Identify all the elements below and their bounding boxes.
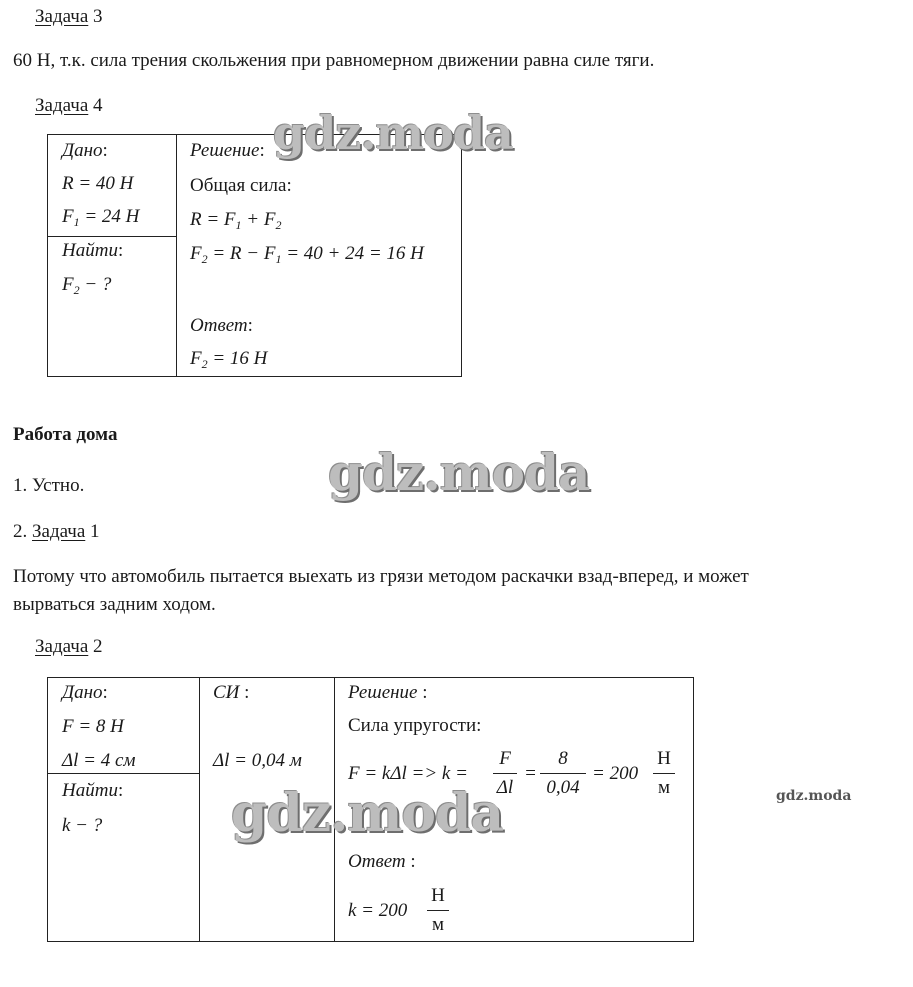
- task4-solution-line1: Общая сила:: [190, 175, 292, 196]
- task2-formula-equals: =: [524, 763, 537, 784]
- homework-item1: 1. Устно.: [13, 475, 85, 496]
- task4-solution-line3: $F_2 = R - F_1 = 40 + 24 = 16$ Н: [190, 243, 424, 266]
- task4-given-r: R = 40 Н: [62, 173, 134, 194]
- watermark-1: gdz.moda: [273, 106, 513, 160]
- task4-heading-num: 4: [93, 95, 103, 116]
- task4-find-f2: $F_2$ − ?: [62, 274, 112, 297]
- task3-answer-text: 60 Н, т.к. сила трения скольжения при равномерном движении равна силе тяги.: [13, 50, 655, 71]
- task4-heading: [35, 95, 103, 117]
- task2-heading-num: 2: [93, 636, 103, 657]
- task2-given-f: F = 8 Н: [62, 716, 124, 737]
- task2-si-dl: Δl = 0,04 м: [213, 750, 302, 771]
- task4-heading-word: Задача: [35, 95, 89, 116]
- task2-given-label: Дано:: [62, 682, 108, 703]
- task2-solution-label: Решение :: [348, 682, 428, 703]
- task4-given-divider: [47, 236, 177, 237]
- homework-title: Работа дома: [13, 424, 118, 445]
- homework-item2: 2. Задача 1: [13, 521, 100, 542]
- watermark-2: gdz.moda: [328, 443, 590, 502]
- task4-given-label: Дано:: [62, 140, 108, 161]
- watermark-small: gdz.moda: [776, 788, 852, 804]
- task2-given-divider: [47, 773, 200, 774]
- task3-heading-num: 3: [93, 6, 103, 27]
- task2-find-k: k − ?: [62, 815, 103, 836]
- homework-paragraph-line1: Потому что автомобиль пытается выехать из грязи методом раскачки взад-вперед, и может: [13, 566, 749, 587]
- task4-answer-value: $F_2 = 16$ Н: [190, 348, 268, 371]
- task2-solution-line1: Сила упругости:: [348, 715, 482, 736]
- task2-answer-unit: Н м: [427, 884, 449, 937]
- task2-fraction-8-over-004: 8 0,04: [540, 747, 586, 800]
- task2-heading: [35, 636, 103, 658]
- task2-col-divider-1: [199, 677, 200, 942]
- watermark-3: gdz.moda: [231, 783, 504, 844]
- homework-paragraph-line2: вырваться задним ходом.: [13, 594, 216, 615]
- task2-formula-result: = 200: [592, 763, 639, 784]
- task3-heading: [35, 6, 103, 28]
- task4-answer-label: Ответ:: [190, 315, 253, 336]
- task2-answer-value: k = 200: [348, 900, 408, 921]
- task2-si-label: СИ :: [213, 682, 250, 703]
- task4-col-divider: [176, 134, 177, 377]
- task4-solution-line2: $R = F_1 + F_2$: [190, 209, 282, 232]
- task4-solution-label: Решение:: [190, 140, 265, 161]
- task3-heading-word: Задача: [35, 6, 89, 27]
- task4-given-f1: $F_1 = 24$ Н: [62, 206, 140, 229]
- task4-find-label: Найти:: [62, 240, 124, 261]
- task2-fraction-f-over-dl: F Δl: [493, 747, 517, 800]
- task2-find-label: Найти:: [62, 780, 124, 801]
- task2-formula-start: F = kΔl => k =: [348, 763, 468, 784]
- task2-unit-n-per-m: Н м: [653, 747, 675, 800]
- task2-given-dl: Δl = 4 см: [62, 750, 136, 771]
- task2-heading-word: Задача: [35, 636, 89, 657]
- task2-answer-label: Ответ :: [348, 851, 416, 872]
